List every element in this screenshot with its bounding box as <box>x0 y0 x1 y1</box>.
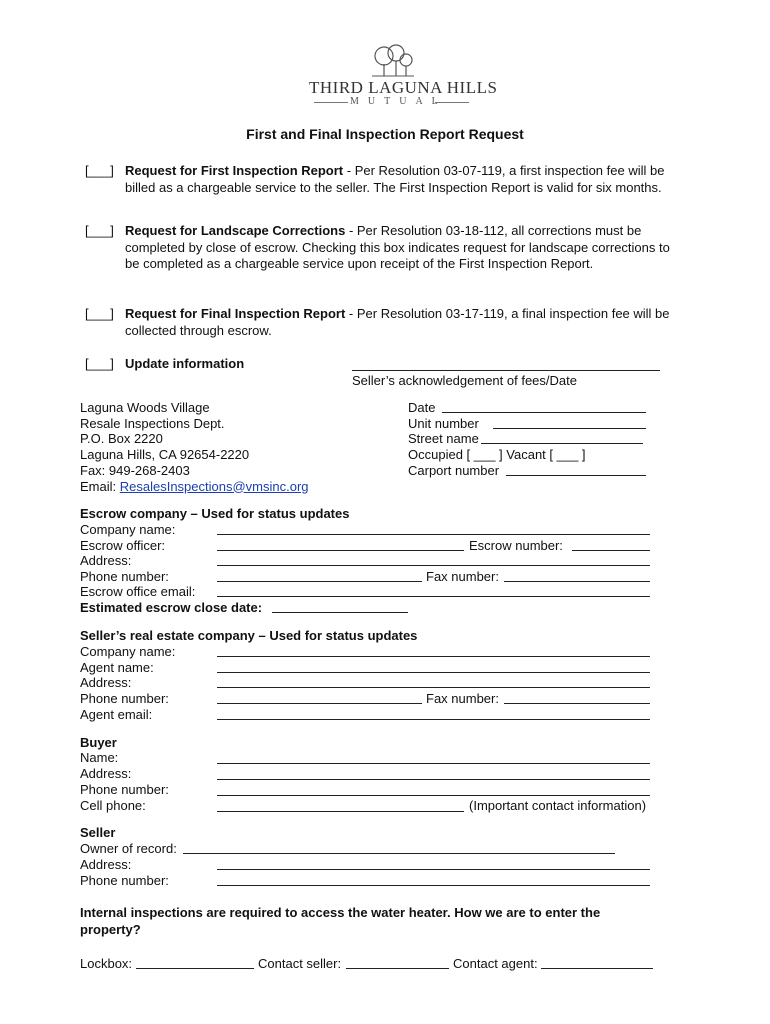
request-first-bracket[interactable]: [___] <box>85 163 114 178</box>
request-landscape <box>125 223 670 273</box>
contact-agent-label: Contact agent: <box>453 956 538 971</box>
escrow-close-date-line[interactable] <box>272 612 408 613</box>
trees-logo-icon <box>362 42 422 82</box>
unit-number-label: Unit number <box>408 416 479 431</box>
request-update-heading: Update information <box>125 356 245 371</box>
buyer-address-label: Address: <box>80 766 132 781</box>
escrow-address-label: Address: <box>80 553 132 568</box>
address-fax: Fax: 949-268-2403 <box>80 462 190 478</box>
address-line1: Laguna Woods Village <box>80 400 210 415</box>
internal-note-line2: property? <box>80 922 141 937</box>
realestate-agent-line[interactable] <box>217 672 650 673</box>
buyer-phone-line[interactable] <box>217 795 650 796</box>
seller-phone-line[interactable] <box>217 885 650 886</box>
date-line[interactable] <box>442 412 646 413</box>
contact-seller-line[interactable] <box>346 968 449 969</box>
request-final <box>125 306 670 339</box>
buyer-cell-label: Cell phone: <box>80 798 146 813</box>
buyer-name-line[interactable] <box>217 763 650 764</box>
escrow-email-line[interactable] <box>217 596 650 597</box>
escrow-phone-label: Phone number: <box>80 569 169 584</box>
realestate-email-label: Agent email: <box>80 707 153 722</box>
street-name-line[interactable] <box>481 443 643 444</box>
logo-sub: MUTUAL <box>350 96 447 107</box>
request-final-bracket[interactable]: [___] <box>85 306 114 321</box>
address-email-row <box>80 479 309 495</box>
buyer-name-label: Name: <box>80 750 119 765</box>
realestate-company-label: Company name: <box>80 644 176 659</box>
realestate-phone-label: Phone number: <box>80 691 169 706</box>
request-first-text: - Per Resolution 03-07-119, a first inspection fee will be billed as a chargeable service to the seller. The First Inspection Report is valid for six months. <box>125 163 665 195</box>
realestate-phone-line[interactable] <box>217 703 422 704</box>
request-final-heading: Request for Final Inspection Report <box>125 306 346 321</box>
escrow-fax-label: Fax number: <box>426 569 499 584</box>
buyer-heading: Buyer <box>80 735 117 750</box>
contact-seller-label: Contact seller: <box>258 956 342 971</box>
request-first-heading: Request for First Inspection Report <box>125 163 344 178</box>
seller-owner-label: Owner of record: <box>80 841 177 856</box>
escrow-company-line[interactable] <box>217 534 650 535</box>
address-line2: Resale Inspections Dept. <box>80 415 225 431</box>
lockbox-label: Lockbox: <box>80 956 133 971</box>
realestate-heading: Seller’s real estate company – Used for status updates <box>80 628 418 643</box>
internal-note-line1: Internal inspections are required to access the water heater. How we are to enter the <box>80 905 601 920</box>
realestate-agent-label: Agent name: <box>80 660 154 675</box>
address-line3: P.O. Box 2220 <box>80 431 163 447</box>
buyer-phone-label: Phone number: <box>80 782 169 797</box>
seller-address-label: Address: <box>80 857 132 872</box>
request-landscape-text: - Per Resolution 03-18-112, all corrections must be completed by close of escrow. Checking this box indicates request for landscape corrections to be completed as a chargeable service upon receipt of the First Inspection Report. <box>125 223 670 271</box>
logo <box>300 40 498 110</box>
buyer-cell-line[interactable] <box>217 811 464 812</box>
escrow-company-label: Company name: <box>80 522 176 537</box>
carport-label: Carport number <box>408 463 500 478</box>
realestate-company-line[interactable] <box>217 656 650 657</box>
realestate-fax-label: Fax number: <box>426 691 499 706</box>
address-block <box>80 400 309 494</box>
escrow-address-line[interactable] <box>217 565 650 566</box>
realestate-address-label: Address: <box>80 675 132 690</box>
seller-phone-label: Phone number: <box>80 873 169 888</box>
escrow-fax-line[interactable] <box>504 581 650 582</box>
escrow-heading: Escrow company – Used for status updates <box>80 506 350 521</box>
request-final-text: - Per Resolution 03-17-119, a final inspection fee will be collected through escrow. <box>125 306 670 338</box>
date-label: Date <box>408 400 436 415</box>
realestate-email-line[interactable] <box>217 719 650 720</box>
escrow-officer-label: Escrow officer: <box>80 538 166 553</box>
seller-address-line[interactable] <box>217 869 650 870</box>
address-line4: Laguna Hills, CA 92654-2220 <box>80 447 250 463</box>
seller-heading: Seller <box>80 825 116 840</box>
escrow-number-line[interactable] <box>572 550 650 551</box>
request-update-bracket[interactable]: [___] <box>85 356 114 371</box>
occupancy-label[interactable]: Occupied [ ___ ] Vacant [ ___ ] <box>408 447 586 462</box>
logo-name: THIRD LAGUNA HILLS <box>309 78 498 97</box>
contact-agent-line[interactable] <box>541 968 653 969</box>
email-label: Email: <box>80 478 120 494</box>
buyer-address-line[interactable] <box>217 779 650 780</box>
buyer-note: (Important contact information) <box>469 798 647 813</box>
carport-line[interactable] <box>506 475 646 476</box>
realestate-fax-line[interactable] <box>504 703 650 704</box>
realestate-address-line[interactable] <box>217 687 650 688</box>
escrow-phone-line[interactable] <box>217 581 422 582</box>
escrow-officer-line[interactable] <box>217 550 464 551</box>
request-landscape-heading: Request for Landscape Corrections <box>125 223 346 238</box>
page-title: First and Final Inspection Report Request <box>246 126 524 142</box>
unit-number-line[interactable] <box>493 428 646 429</box>
seller-ack-label: Seller’s acknowledgement of fees/Date <box>352 373 577 388</box>
escrow-email-label: Escrow office email: <box>80 584 196 599</box>
lockbox-line[interactable] <box>136 968 254 969</box>
request-first <box>125 163 670 196</box>
seller-owner-line[interactable] <box>183 853 615 854</box>
escrow-close-date-label: Estimated escrow close date: <box>80 600 263 615</box>
seller-ack-line[interactable] <box>352 370 660 371</box>
escrow-number-label: Escrow number: <box>469 538 563 553</box>
email-link[interactable]: ResalesInspections@vmsinc.org <box>119 478 309 494</box>
street-name-label: Street name <box>408 431 479 446</box>
request-landscape-bracket[interactable]: [___] <box>85 223 114 238</box>
